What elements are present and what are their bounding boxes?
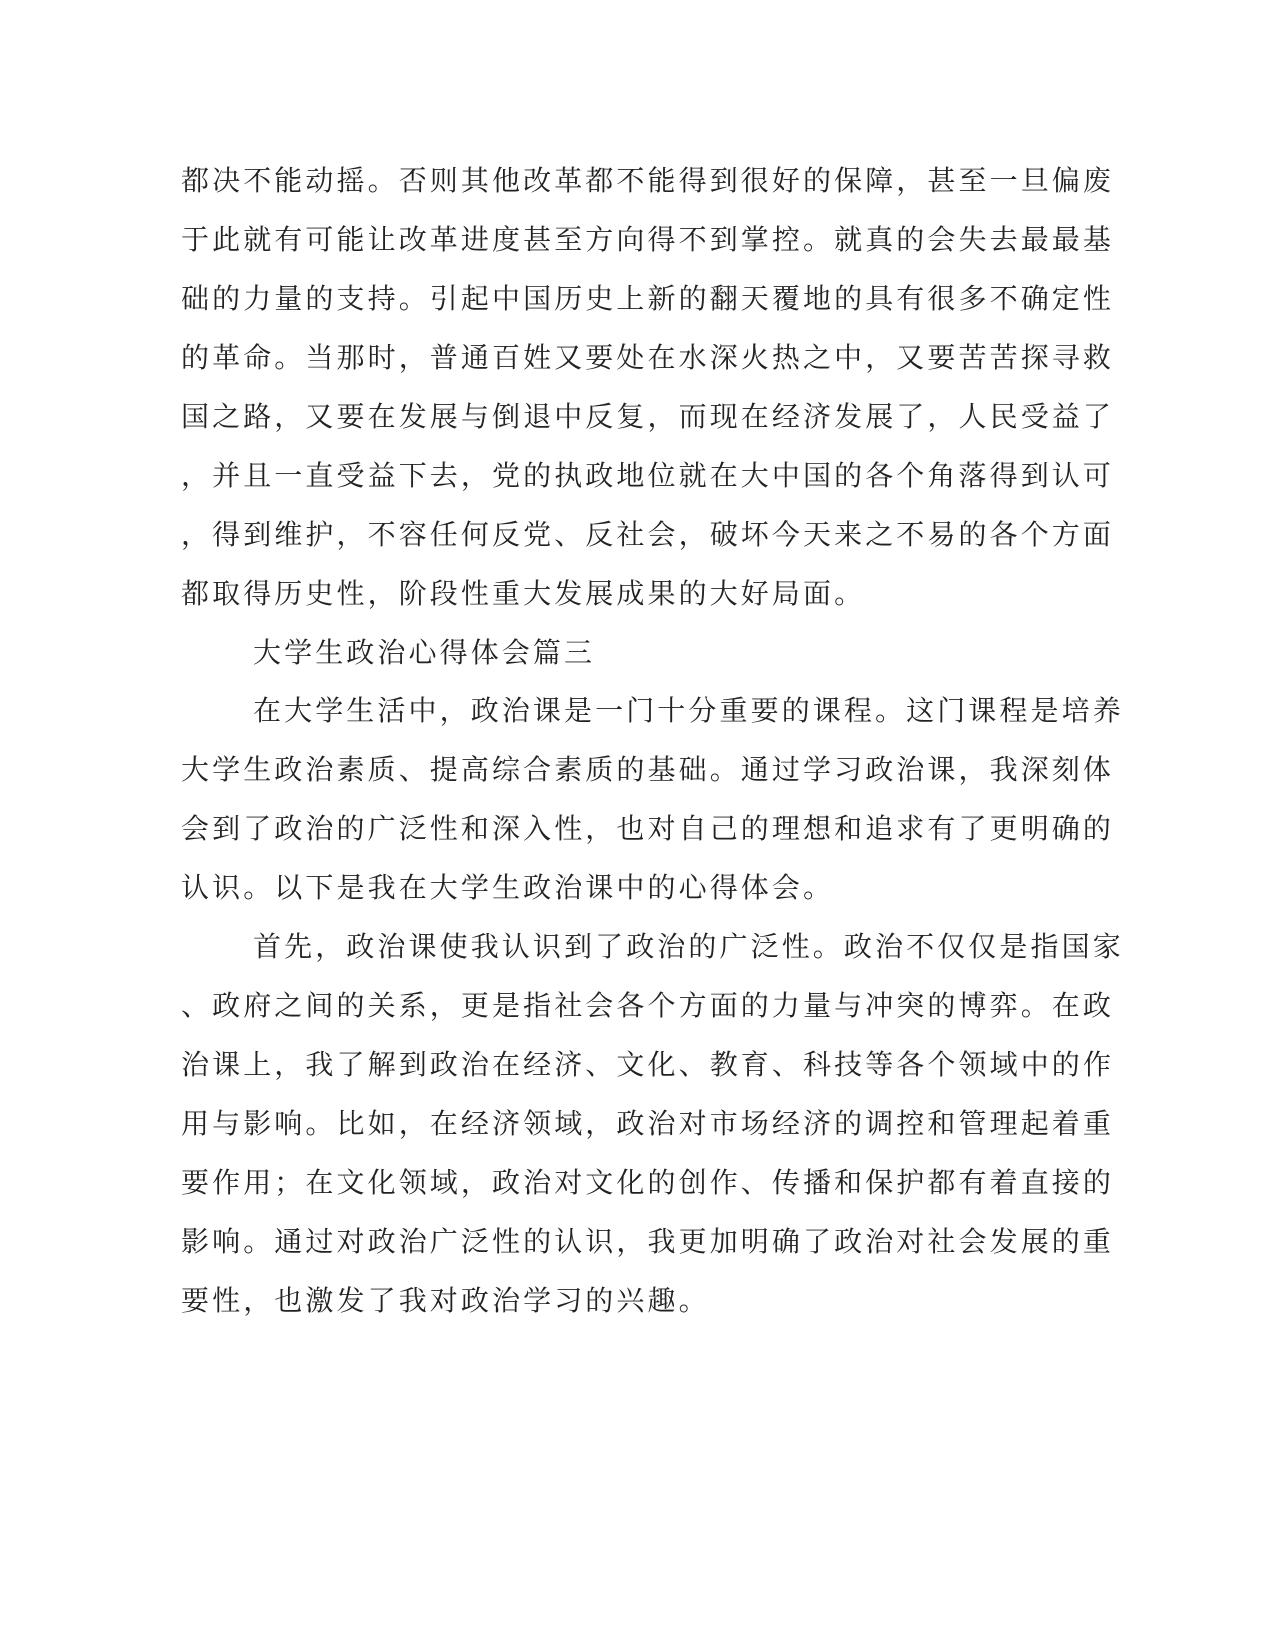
paragraph-line: 都决不能动摇。否则其他改革都不能得到很好的保障，甚至一旦偏废 — [181, 164, 1115, 197]
paragraph-line: 用与影响。比如，在经济领域，政治对市场经济的调控和管理起着重 — [181, 1107, 1115, 1140]
paragraph-line: ，得到维护，不容任何反党、反社会，破坏今天来之不易的各个方面 — [181, 518, 1115, 551]
paragraph-line: 国之路，又要在发展与倒退中反复，而现在经济发展了，人民受益了 — [181, 400, 1115, 433]
paragraph-line: 治课上，我了解到政治在经济、文化、教育、科技等各个领域中的作 — [181, 1048, 1115, 1081]
paragraph-line: 首先，政治课使我认识到了政治的广泛性。政治不仅仅是指国家 — [253, 930, 1124, 963]
paragraph-line: 影响。通过对政治广泛性的认识，我更加明确了政治对社会发展的重 — [181, 1225, 1115, 1258]
paragraph-line: 大学生政治素质、提高综合素质的基础。通过学习政治课，我深刻体 — [181, 753, 1115, 786]
paragraph-line: 会到了政治的广泛性和深入性，也对自己的理想和追求有了更明确的 — [181, 812, 1115, 845]
paragraph-line: 、政府之间的关系，更是指社会各个方面的力量与冲突的博弈。在政 — [181, 989, 1115, 1022]
paragraph-line: ，并且一直受益下去，党的执政地位就在大中国的各个角落得到认可 — [181, 459, 1115, 492]
paragraph-line: 要作用；在文化领域，政治对文化的创作、传播和保护都有着直接的 — [181, 1166, 1115, 1199]
section-heading: 大学生政治心得体会篇三 — [253, 636, 596, 669]
paragraph-line: 在大学生活中，政治课是一门十分重要的课程。这门课程是培养 — [253, 694, 1124, 727]
paragraph-line: 础的力量的支持。引起中国历史上新的翻天覆地的具有很多不确定性 — [181, 282, 1115, 315]
paragraph-line: 认识。以下是我在大学生政治课中的心得体会。 — [181, 871, 835, 904]
paragraph-line: 于此就有可能让改革进度甚至方向得不到掌控。就真的会失去最最基 — [181, 223, 1115, 256]
paragraph-line: 要性，也激发了我对政治学习的兴趣。 — [181, 1284, 710, 1317]
paragraph-line: 的革命。当那时，普通百姓又要处在水深火热之中，又要苦苦探寻救 — [181, 341, 1115, 374]
paragraph-line: 都取得历史性，阶段性重大发展成果的大好局面。 — [181, 577, 866, 610]
